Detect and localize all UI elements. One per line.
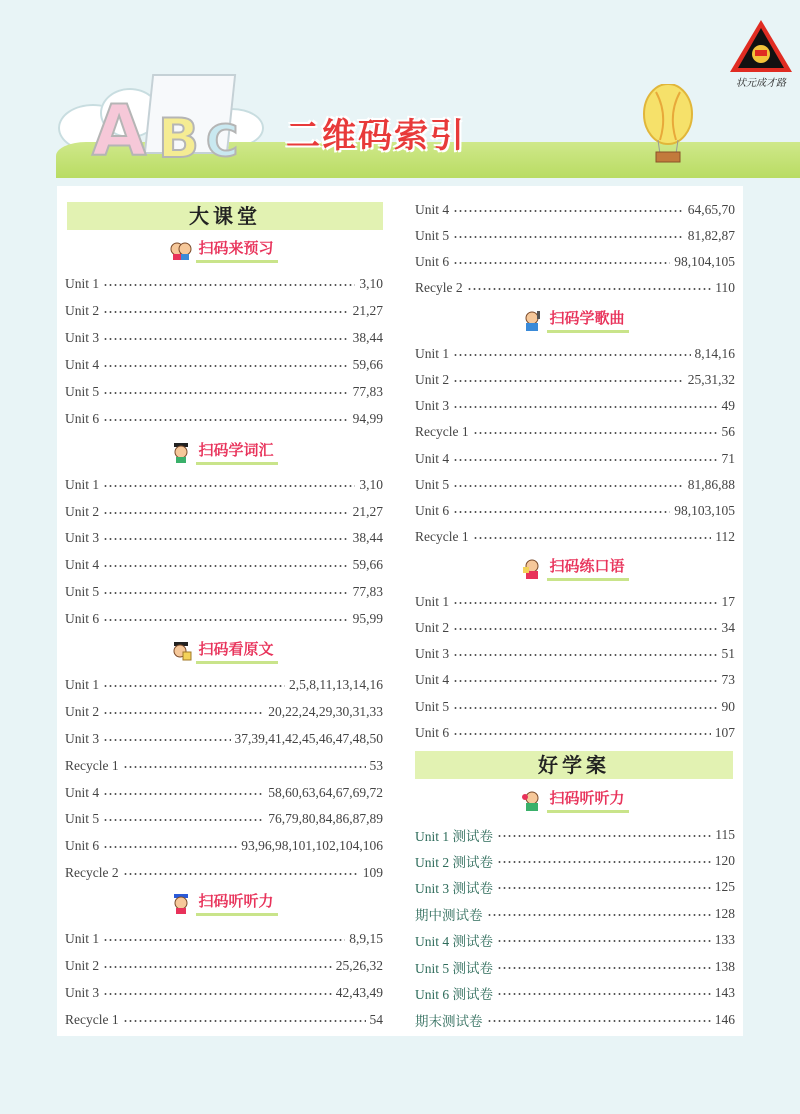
- row-pages: 98,103,105: [674, 503, 735, 518]
- row-pages: 42,43,49: [335, 985, 383, 1000]
- group-heading-speaking: [415, 556, 735, 580]
- list-item[interactable]: [415, 644, 735, 664]
- row-pages: 109: [362, 865, 383, 880]
- group-heading-exam-listening: [415, 788, 735, 812]
- list-item[interactable]: [65, 274, 383, 294]
- row-label: Unit 1: [65, 931, 100, 946]
- dot-leader: [453, 236, 684, 238]
- list-item[interactable]: [415, 200, 735, 220]
- row-pages: 110: [715, 280, 735, 295]
- row-pages: 34: [721, 620, 735, 635]
- row-label: Unit 5: [65, 384, 100, 399]
- row-label: Unit 4: [65, 785, 100, 800]
- row-label: Unit 3: [65, 985, 100, 1000]
- row-pages: 21,27: [352, 303, 383, 318]
- row-label: Unit 4: [415, 451, 450, 466]
- dot-leader: [487, 1020, 711, 1022]
- row-label: Unit 1: [65, 477, 100, 492]
- group-heading-listening: [65, 891, 383, 915]
- list-item[interactable]: [415, 422, 735, 442]
- reading-kid-icon: [170, 640, 192, 662]
- dot-leader: [103, 284, 355, 286]
- list-item[interactable]: [415, 877, 735, 897]
- row-label: Unit 5: [65, 584, 100, 599]
- dot-leader: [103, 685, 285, 687]
- dot-leader: [453, 602, 717, 604]
- list-item[interactable]: [65, 409, 383, 429]
- list-item[interactable]: [415, 278, 735, 298]
- dot-leader: [467, 288, 712, 290]
- row-label: Unit 5: [415, 477, 450, 492]
- list-item[interactable]: [65, 528, 383, 548]
- row-label: Unit 5: [415, 228, 450, 243]
- row-pages: 54: [369, 1012, 383, 1027]
- row-pages: 58,60,63,64,67,69,72: [268, 785, 383, 800]
- row-label: Recycle 1: [415, 424, 469, 439]
- group-title: 扫码听听力: [196, 890, 277, 916]
- row-label: Unit 6: [415, 725, 450, 740]
- row-label: Unit 6: [65, 611, 100, 626]
- row-label: Recycle 2: [65, 865, 119, 880]
- list-item[interactable]: [65, 301, 383, 321]
- list-item[interactable]: [415, 396, 735, 416]
- dot-leader: [103, 619, 348, 621]
- row-label: Unit 1: [65, 276, 100, 291]
- row-pages: 90: [721, 699, 735, 714]
- dot-leader: [103, 338, 348, 340]
- row-pages: 93,96,98,101,102,104,106: [241, 838, 383, 853]
- row-pages: 25,31,32: [687, 372, 735, 387]
- list-item[interactable]: [65, 809, 383, 829]
- letter-c-decoration: C: [206, 116, 239, 167]
- row-label: 期中测试卷: [415, 908, 483, 923]
- hot-air-balloon-icon: [636, 84, 696, 184]
- letter-a-decoration: A: [92, 90, 147, 172]
- list-item[interactable]: [415, 904, 735, 924]
- row-pages: 38,44: [352, 530, 383, 545]
- row-label: Unit 5 测试卷: [415, 961, 494, 976]
- row-label: Unit 3: [65, 330, 100, 345]
- row-pages: 17: [721, 594, 735, 609]
- list-item[interactable]: [415, 592, 735, 612]
- list-item[interactable]: [415, 930, 735, 950]
- row-pages: 81,86,88: [687, 477, 735, 492]
- list-item[interactable]: [415, 501, 735, 521]
- list-item[interactable]: [415, 983, 735, 1003]
- dot-leader: [123, 873, 359, 875]
- dot-leader: [103, 392, 348, 394]
- dot-leader: [103, 966, 332, 968]
- row-label: Unit 6: [415, 254, 450, 269]
- row-pages: 128: [714, 906, 735, 921]
- row-label: Unit 6 测试卷: [415, 987, 494, 1002]
- header-banner: [0, 0, 800, 200]
- list-item[interactable]: [65, 555, 383, 575]
- row-label: Unit 3: [65, 530, 100, 545]
- list-item[interactable]: [415, 370, 735, 390]
- row-label: Unit 3: [415, 646, 450, 661]
- dot-leader: [473, 432, 718, 434]
- row-pages: 77,83: [352, 384, 383, 399]
- dot-leader: [473, 537, 712, 539]
- dot-leader: [453, 406, 717, 408]
- dot-leader: [453, 511, 670, 513]
- two-kids-icon: [170, 239, 192, 261]
- dot-leader: [453, 210, 684, 212]
- row-label: Unit 2 测试卷: [415, 855, 494, 870]
- dot-leader: [103, 485, 355, 487]
- row-pages: 8,9,15: [349, 931, 383, 946]
- list-item[interactable]: [65, 783, 383, 803]
- dot-leader: [103, 592, 348, 594]
- row-label: Recycle 1: [415, 529, 469, 544]
- list-item[interactable]: [415, 449, 735, 469]
- list-item[interactable]: [65, 675, 383, 695]
- row-pages: 138: [714, 959, 735, 974]
- row-pages: 20,22,24,29,30,31,33: [268, 704, 383, 719]
- dot-leader: [453, 354, 690, 356]
- list-item[interactable]: [65, 1010, 383, 1030]
- list-item[interactable]: [65, 502, 383, 522]
- list-item[interactable]: [65, 756, 383, 776]
- dot-leader: [453, 707, 717, 709]
- row-pages: 125: [714, 879, 735, 894]
- row-label: Unit 3: [65, 731, 100, 746]
- dot-leader: [497, 940, 711, 942]
- dot-leader: [453, 654, 717, 656]
- row-pages: 143: [714, 985, 735, 1000]
- dot-leader: [103, 365, 348, 367]
- dot-leader: [453, 262, 670, 264]
- row-pages: 56: [721, 424, 735, 439]
- list-item[interactable]: [65, 836, 383, 856]
- group-heading-original-text: [65, 639, 383, 663]
- list-item[interactable]: [415, 226, 735, 246]
- row-pages: 73: [721, 672, 735, 687]
- row-label: Unit 2: [65, 704, 100, 719]
- list-item[interactable]: [65, 983, 383, 1003]
- row-pages: 107: [714, 725, 735, 740]
- group-title: 扫码来预习: [196, 237, 277, 263]
- dot-leader: [497, 861, 711, 863]
- list-item[interactable]: [415, 618, 735, 638]
- list-item[interactable]: [415, 252, 735, 272]
- dot-leader: [497, 967, 711, 969]
- list-item[interactable]: [65, 863, 383, 883]
- list-item[interactable]: [415, 1010, 735, 1030]
- list-item[interactable]: [65, 929, 383, 949]
- dot-leader: [103, 512, 348, 514]
- dot-leader: [497, 835, 711, 837]
- row-pages: 64,65,70: [687, 202, 735, 217]
- dot-leader: [453, 380, 684, 382]
- headphone-kid-icon: [170, 892, 192, 914]
- row-label: Unit 1: [415, 346, 450, 361]
- dot-leader: [103, 793, 264, 795]
- section-heading-dakt: 大课堂: [67, 202, 383, 230]
- row-label: Unit 2: [65, 504, 100, 519]
- row-pages: 25,26,32: [335, 958, 383, 973]
- row-label: Unit 2: [415, 372, 450, 387]
- list-item[interactable]: [65, 355, 383, 375]
- dot-leader: [453, 485, 684, 487]
- row-pages: 81,82,87: [687, 228, 735, 243]
- row-label: Unit 4 测试卷: [415, 934, 494, 949]
- list-item[interactable]: [415, 723, 735, 743]
- row-pages: 94,99: [352, 411, 383, 426]
- row-pages: 51: [721, 646, 735, 661]
- singing-kid-icon: [521, 309, 543, 331]
- row-label: Unit 4: [65, 557, 100, 572]
- letter-b-decoration: B: [158, 107, 200, 170]
- group-heading-vocab: [65, 440, 383, 464]
- row-pages: 53: [369, 758, 383, 773]
- dot-leader: [103, 712, 264, 714]
- dot-leader: [453, 680, 717, 682]
- list-item[interactable]: [415, 697, 735, 717]
- row-pages: 38,44: [352, 330, 383, 345]
- dot-leader: [497, 887, 711, 889]
- list-item[interactable]: [65, 609, 383, 629]
- row-label: Unit 6: [65, 838, 100, 853]
- dot-leader: [103, 538, 348, 540]
- row-pages: 133: [714, 932, 735, 947]
- list-item[interactable]: [415, 957, 735, 977]
- list-item[interactable]: [65, 956, 383, 976]
- row-label: Unit 6: [65, 411, 100, 426]
- row-label: Unit 2: [65, 958, 100, 973]
- dot-leader: [497, 993, 711, 995]
- dot-leader: [453, 459, 717, 461]
- group-heading-songs: [415, 308, 735, 332]
- dot-leader: [123, 766, 366, 768]
- row-label: Unit 1: [65, 677, 100, 692]
- list-item[interactable]: [415, 670, 735, 690]
- list-item[interactable]: [415, 825, 735, 845]
- group-title: 扫码看原文: [196, 638, 277, 664]
- dot-leader: [103, 419, 348, 421]
- list-item[interactable]: [65, 475, 383, 495]
- dot-leader: [487, 914, 711, 916]
- row-label: Unit 3 测试卷: [415, 881, 494, 896]
- list-item[interactable]: [415, 344, 735, 364]
- dot-leader: [103, 311, 348, 313]
- group-title: 扫码学词汇: [196, 439, 277, 465]
- row-label: Unit 2: [65, 303, 100, 318]
- row-pages: 59,66: [352, 357, 383, 372]
- row-label: Recycle 1: [65, 758, 119, 773]
- row-pages: 3,10: [359, 276, 383, 291]
- group-title: 扫码练口语: [547, 555, 628, 581]
- speaking-kid-icon: [521, 557, 543, 579]
- row-pages: 71: [721, 451, 735, 466]
- row-pages: 76,79,80,84,86,87,89: [268, 811, 383, 826]
- list-item[interactable]: [65, 582, 383, 602]
- row-label: Unit 5: [415, 699, 450, 714]
- row-label: Unit 1: [415, 594, 450, 609]
- row-label: Unit 2: [415, 620, 450, 635]
- row-label: Unit 1 测试卷: [415, 829, 494, 844]
- row-pages: 37,39,41,42,45,46,47,48,50: [234, 731, 383, 746]
- row-pages: 146: [714, 1012, 735, 1027]
- row-pages: 77,83: [352, 584, 383, 599]
- list-item[interactable]: [65, 702, 383, 722]
- dot-leader: [103, 993, 332, 995]
- row-label: Unit 4: [65, 357, 100, 372]
- row-label: Recyle 2: [415, 280, 463, 295]
- dot-leader: [103, 819, 264, 821]
- row-pages: 8,14,16: [694, 346, 735, 361]
- row-pages: 120: [714, 853, 735, 868]
- list-item[interactable]: [65, 382, 383, 402]
- row-label: Unit 4: [415, 672, 450, 687]
- dot-leader: [123, 1020, 366, 1022]
- list-item[interactable]: [65, 328, 383, 348]
- row-pages: 49: [721, 398, 735, 413]
- row-pages: 98,104,105: [674, 254, 735, 269]
- row-pages: 115: [715, 827, 735, 842]
- dot-leader: [453, 628, 717, 630]
- list-item[interactable]: [65, 729, 383, 749]
- list-item[interactable]: [415, 527, 735, 547]
- dot-leader: [103, 846, 237, 848]
- dot-leader: [103, 739, 230, 741]
- row-label: Unit 3: [415, 398, 450, 413]
- row-label: 期末测试卷: [415, 1014, 483, 1029]
- row-label: Unit 4: [415, 202, 450, 217]
- triangle-logo-icon: [728, 18, 794, 74]
- row-pages: 95,99: [352, 611, 383, 626]
- group-heading-preview: [65, 238, 383, 262]
- listening-kid-icon: [521, 789, 543, 811]
- row-label: Recycle 1: [65, 1012, 119, 1027]
- group-title: 扫码学歌曲: [547, 307, 628, 333]
- dot-leader: [103, 939, 345, 941]
- graduate-kid-icon: [170, 441, 192, 463]
- row-pages: 2,5,8,11,13,14,16: [289, 677, 383, 692]
- row-label: Unit 6: [415, 503, 450, 518]
- dot-leader: [103, 565, 348, 567]
- row-pages: 112: [715, 529, 735, 544]
- section-heading-haoxuean: 好学案: [415, 751, 733, 779]
- group-title: 扫码听听力: [547, 787, 628, 813]
- logo-text: 状元成才路: [736, 78, 786, 89]
- row-pages: 59,66: [352, 557, 383, 572]
- publisher-logo: [728, 18, 794, 88]
- row-pages: 21,27: [352, 504, 383, 519]
- list-item[interactable]: [415, 851, 735, 871]
- page-title: 二维码索引: [286, 116, 466, 156]
- list-item[interactable]: [415, 475, 735, 495]
- row-label: Unit 5: [65, 811, 100, 826]
- row-pages: 3,10: [359, 477, 383, 492]
- index-card: [57, 186, 743, 1036]
- dot-leader: [453, 733, 711, 735]
